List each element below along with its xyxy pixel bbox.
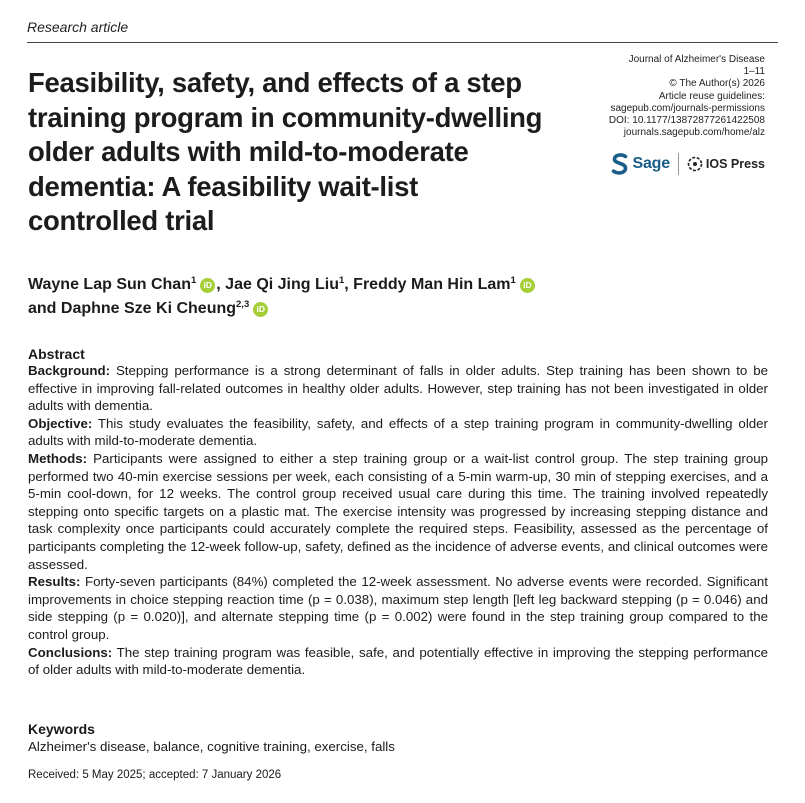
page-range: 1–11 [743,66,765,78]
section-label: Methods: [28,450,88,466]
copyright: © The Author(s) 2026 [669,78,765,90]
orcid-icon[interactable]: iD [253,302,268,317]
author-name[interactable]: Jae Qi Jing Liu [225,276,339,293]
section-text: Participants were assigned to either a step training group or a wait-list control group. The step training group performed two 40-min exercise sessions per week, each consisting of a 5-min warm-up, 30 min of stepping exercises, and a 5-min cool-down, for 12 weeks. The control group received usual care during this time. The training involved repeatedly stepping onto specific targets on a plastic mat. The exercise intensity was progressed by increasing stepping distance and task complexity once participants could accurately complete the required steps. Feasibility, assessed as the percentage of participants completing the 12-week follow-up, safety, defined as the incidence of adverse events, and clinical outcomes were assessed. [28,450,769,572]
section-text: The step training program was feasible, safe, and potentially effective in improving the stepping performance of older adults with mild-to-moderate dementia. [28,644,768,678]
ios-press-wordmark: IOS Press [705,157,765,171]
journal-info [565,54,765,139]
orcid-icon[interactable]: iD [520,278,535,293]
logo-divider [678,153,679,175]
ios-press-logo[interactable] [687,156,765,172]
section-label: Results: [28,574,81,590]
ios-press-icon [687,156,703,172]
abstract-conclusions [28,644,768,679]
affiliation-marker: 1 [190,275,197,286]
journal-home-link[interactable]: journals.sagepub.com/home/alz [623,127,765,139]
journal-name: Journal of Alzheimer's Disease [628,54,765,65]
abstract-heading: Abstract [28,346,85,362]
section-text: Forty-seven participants (84%) completed the 12-week assessment. No adverse events were recorded. Significant improvements in choice stepping reaction time (p = 0.038), maximum step length [left leg backward stepping (p = 0.046) and side stepping (p = 0.020)], and alternate stepping time (p = 0.002) were found in the step training group compared to the control group. [28,574,768,642]
title-line: controlled trial [28,205,215,236]
affiliation-marker: 1 [510,275,516,286]
title-line: older adults with mild-to-moderate [28,136,469,167]
section-label: Conclusions: [28,644,113,660]
title-line: dementia: A feasibility wait-list [28,170,418,202]
affiliation-marker: 2,3 [236,299,250,310]
author-separator: , [216,276,226,293]
publisher-logos [611,153,765,175]
abstract-background [28,362,768,415]
sage-logo[interactable] [611,153,669,175]
keywords-list: Alzheimer's disease, balance, cognitive training, exercise, falls [28,739,395,754]
affiliation-marker: 1 [338,275,345,286]
author-name[interactable]: Wayne Lap Sun Chan [28,276,191,293]
reuse-link[interactable]: sagepub.com/journals-permissions [610,102,765,114]
abstract-results [28,573,768,643]
keywords-heading: Keywords [28,721,95,737]
author-name[interactable]: Freddy Man Hin Lam [353,276,511,293]
abstract-objective [28,415,768,450]
section-label: Background: [28,363,111,378]
author-name[interactable]: Daphne Sze Ki Cheung [60,300,237,317]
sage-s-icon [611,153,629,175]
received-accepted-dates: Received: 5 May 2025; accepted: 7 January 2026 [28,769,282,781]
author-line [28,297,768,321]
header-rule [27,42,778,43]
article-type: Research article [27,19,129,35]
orcid-icon[interactable]: iD [200,278,215,293]
abstract-methods [28,450,768,573]
sage-wordmark: Sage [632,155,670,172]
title-line: Feasibility, safety, and effects of a step [28,67,522,98]
author-conjunction: and [28,300,61,317]
author-line [28,273,768,297]
reuse-label: Article reuse guidelines: [658,90,765,102]
section-text: Stepping performance is a strong determinant of falls in older adults. Step training has been shown to be effective in improving fall-related outcomes in healthy older adults. However, step training has not been investigated in older adults with dementia. [28,363,768,414]
article-title [28,66,588,239]
abstract-body [28,362,768,679]
author-list [28,273,768,321]
title-line: training program in community-dwelling [28,101,543,133]
doi-link[interactable]: DOI: 10.1177/13872877261422508 [608,115,765,127]
section-label: Objective: [28,415,93,431]
author-separator: , [344,276,354,293]
section-text: This study evaluates the feasibility, safety, and effects of a step training program in community-dwelling older adults with mild-to-moderate dementia. [28,415,768,449]
